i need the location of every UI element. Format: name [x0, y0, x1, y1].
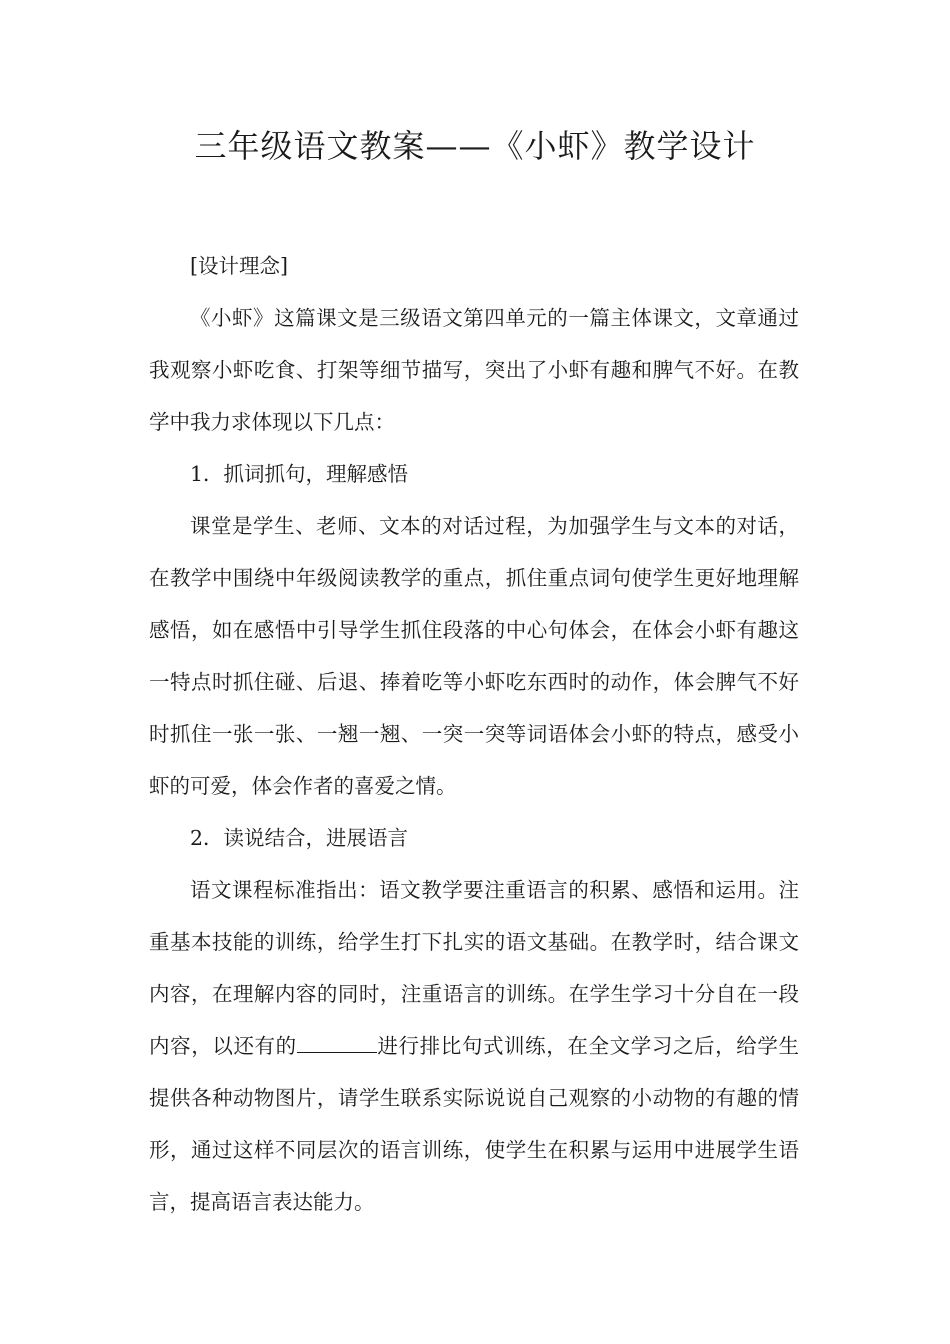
paragraph-point-1: 课堂是学生、老师、文本的对话过程，为加强学生与文本的对话，在教学中围绕中年级阅读教学的重点，抓住重点词句使学生更好地理解感悟，如在感悟中引导学生抓住段落的中心句体会，在体会小虾有趣这一特点时抓住碰、后退、捧着吃等小虾吃东西时的动作，体会脾气不好时抓住一张一张、一翘一翘、一突一突等词语体会小虾的特点，感受小虾的可爱，体会作者的喜爱之情。	[149, 514, 799, 798]
section-heading-point-2: 2．读说结合，进展语言	[190, 826, 409, 850]
paragraph-point-2-part-2: 进行排比句式训练，在全文学习之后，给学生提供各种动物图片，请学生联系实际说说自己观察的小动物的有趣的情形，通过这样不同层次的语言训练，使学生在积累与运用中进展学生语言，提高语言表达能力。	[149, 1034, 800, 1214]
section-heading-design-concept: [设计理念]	[190, 254, 288, 278]
paragraph-point-2	[149, 864, 799, 1228]
fill-in-blank-line	[297, 1036, 377, 1053]
document-title: 三年级语文教案——《小虾》教学设计	[194, 127, 756, 165]
section-heading-point-1: 1．抓词抓句，理解感悟	[190, 462, 409, 486]
paragraph-point-2-part-1: 语文课程标准指出：语文教学要注重语言的积累、感悟和运用。注重基本技能的训练，给学生打下扎实的语文基础。在教学时，结合课文内容，在理解内容的同时，注重语言的训练。在学生学习十分自在一段内容，以还有的	[149, 878, 799, 1058]
paragraph-intro: 《小虾》这篇课文是三级语文第四单元的一篇主体课文，文章通过我观察小虾吃食、打架等细节描写，突出了小虾有趣和脾气不好。在教学中我力求体现以下几点：	[149, 306, 799, 434]
document-body	[149, 240, 799, 1228]
